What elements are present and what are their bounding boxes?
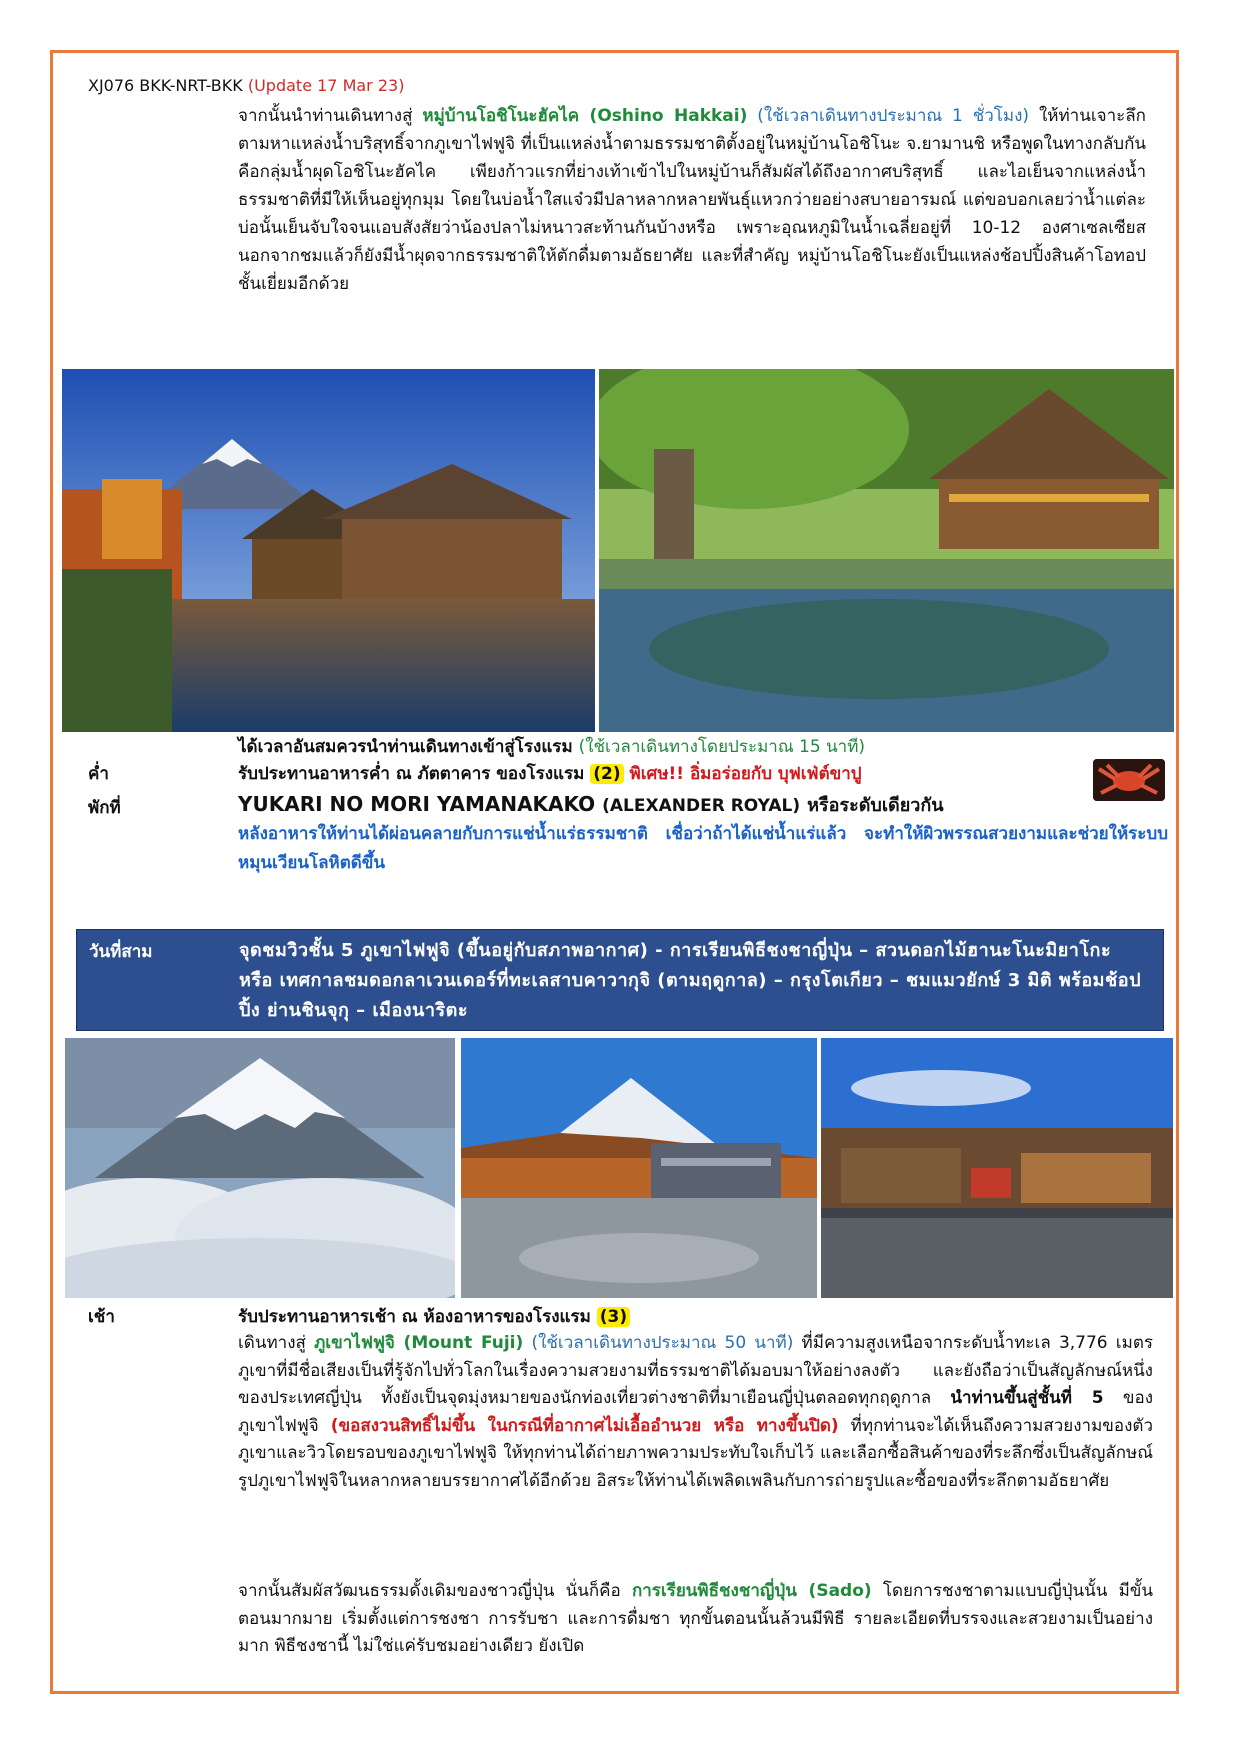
stay-row: YUKARI NO MORI YAMANAKAKO (ALEXANDER ROYAL) หรือระดับเดียวกัน	[238, 792, 944, 816]
fuji-clouds-photo	[65, 1038, 455, 1298]
oshino-photo-left	[62, 369, 595, 732]
fuji-warning: (ขอสงวนสิทธิ์ไม่ขึ้น ในกรณีที่อากาศไม่เอื้ออำนวย หรือ ทางขึ้นปิด)	[330, 1415, 839, 1436]
fuji-paragraph: เดินทางสู่ ภูเขาไฟฟูจิ (Mount Fuji) (ใช้เวลาเดินทางประมาณ 50 นาที) ที่มีความสูงเหนือจากระดับน้ำทะเล 3,776 เมตร ภูเขาที่มีชื่อเสียงเป็นที่รู้จักไปทั่วโลกในเรื่องความสวยงามที่ธรรมชาติได้มอบมาให้อย่างลงตัว และยังถือว่าเป็นสัญลักษณ์หนึ่งของประเทศญี่ปุ่น ทั้งยังเป็นจุดมุ่งหมายของนักท่องเที่ยวต่างชาติที่มาเยือนญี่ปุ่นตลอดทุกฤดูกาล นำท่านขึ้นสู่ชั้นที่ 5 ของภูเขาไฟฟูจิ (ขอสงวนสิทธิ์ไม่ขึ้น ในกรณีที่อากาศไม่เอื้ออำนวย หรือ ทางขึ้นปิด) ที่ทุกท่านจะได้เห็นถึงความสวยงามของตัวภูเขาและวิวโดยรอบของภูเขาไฟฟูจิ ให้ทุกท่านได้ถ่ายภาพความประทับใจเก็บไว้ และเลือกซื้อสินค้าของที่ระลึกซึ่งเป็นสัญลักษณ์รูปภูเขาไฟฟูจิในหลากหลายบรรยากาศได้อีกด้วย อิสระให้ท่านได้เพลิดเพลินกับการถ่ายรูปและซื้อของที่ระลึกตามอัธยาศัย	[238, 1333, 1153, 1491]
oshino-duration: (ใช้เวลาเดินทางประมาณ 1 ชั่วโมง)	[757, 106, 1030, 126]
oshino-photo-right	[599, 369, 1174, 732]
transfer-duration: (ใช้เวลาเดินทางโดยประมาณ 15 นาที)	[578, 737, 866, 757]
breakfast-meal-number: (3)	[597, 1307, 630, 1327]
crab-photo	[1093, 759, 1165, 801]
hotel-alt: (ALEXANDER ROYAL)	[602, 796, 801, 816]
fuji-station-photo	[461, 1038, 817, 1298]
sado-place: การเรียนพิธีชงชาญี่ปุ่น (Sado)	[631, 1581, 872, 1601]
hotel-transfer: ได้เวลาอันสมควรนำท่านเดินทางเข้าสู่โรงแรม (ใช้เวลาเดินทางโดยประมาณ 15 นาที)	[238, 737, 866, 757]
dinner-meal-number: (2)	[590, 764, 623, 784]
fuji-duration: (ใช้เวลาเดินทางประมาณ 50 นาที)	[531, 1333, 794, 1353]
dinner-label: ค่ำ	[88, 764, 109, 784]
day3-label: วันที่สาม	[89, 942, 153, 962]
oshino-place: หมู่บ้านโอชิโนะฮัคไค (Oshino Hakkai)	[422, 106, 748, 126]
day3-title: จุดชมวิวชั้น 5 ภูเขาไฟฟูจิ (ขึ้นอยู่กับสภาพอากาศ) - การเรียนพิธีชงชาญี่ปุ่น – สวนดอกไม้ฮานะโนะมิยาโกะ หรือ เทศกาลชมดอกลาเวนเดอร์ที่ทะเลสาบคาวากุจิ (ตามฤดูกาล) – กรุงโตเกียว – ชมแมวยักษ์ 3 มิติ พร้อมช้อปปิ้ง ย่านชินจุกุ – เมืองนาริตะ	[239, 940, 1141, 1021]
breakfast-row: รับประทานอาหารเช้า ณ ห้องอาหารของโรงแรม (3)	[238, 1303, 630, 1330]
breakfast-label: เช้า	[88, 1307, 115, 1327]
stay-label: พักที่	[88, 798, 121, 818]
sado-paragraph: จากนั้นสัมผัสวัฒนธรรมดั้งเดิมของชาวญี่ปุ่น นั่นก็คือ การเรียนพิธีชงชาญี่ปุ่น (Sado) โดยการชงชาตามแบบญี่ปุ่นนั้น มีขั้นตอนมากมาย เริ่มตั้งแต่การชงชา การรับชา และการดื่มชา ทุกขั้นตอนนั้นล้วนมีพิธี รายละเอียดที่บรรจงและสวยงามเป็นอย่างมาก พิธีชงชานี้ ไม่ใช่แค่รับชมอย่างเดียว ยังเปิด	[238, 1581, 1154, 1656]
day3-banner	[76, 929, 1164, 1031]
document-header	[88, 76, 404, 95]
onsen-note: หลังอาหารให้ท่านได้ผ่อนคลายกับการแช่น้ำแร่ธรรมชาติ เชื่อว่าถ้าได้แช่น้ำแร่แล้ว จะทำให้ผิวพรรณสวยงามและช่วยให้ระบบหมุนเวียนโลหิตดีขึ้น	[238, 824, 1168, 873]
update-date: (Update 17 Mar 23)	[247, 76, 405, 95]
fuji-place: ภูเขาไฟฟูจิ (Mount Fuji)	[314, 1333, 524, 1353]
hotel-name: YUKARI NO MORI YAMANAKAKO	[238, 792, 596, 816]
dinner-row: รับประทานอาหารค่ำ ณ ภัตตาคาร ของโรงแรม (2) พิเศษ!! อิ่มอร่อยกับ บุฟเฟ่ต์ขาปู	[238, 764, 862, 784]
fuji-shops-photo	[821, 1038, 1173, 1298]
dinner-special: พิเศษ!! อิ่มอร่อยกับ บุฟเฟ่ต์ขาปู	[629, 764, 862, 784]
tour-code: XJ076 BKK-NRT-BKK	[88, 76, 243, 95]
oshino-paragraph: จากนั้นนำท่านเดินทางสู่ หมู่บ้านโอชิโนะฮัคไค (Oshino Hakkai) (ใช้เวลาเดินทางประมาณ 1 ชั่วโมง) ให้ท่านเจาะลึกตามหาแหล่งน้ำบริสุทธิ์จากภูเขาไฟฟูจิ ที่เป็นแหล่งน้ำตามธรรมชาติตั้งอยู่ในหมู่บ้านโอชิโนะ จ.ยามานชิ หรือพูดในทางกลับกันคือกลุ่มน้ำผุดโอชิโนะฮัคไค เพียงก้าวแรกที่ย่างเท้าเข้าไปในหมู่บ้านก็สัมผัสได้ถึงอากาศบริสุทธิ์ และไอเย็นจากแหล่งน้ำธรรมชาติที่มีให้เห็นอยู่ทุกมุม โดยในบ่อน้ำใสแจ๋วมีปลาหลากหลายพันธุ์แหวกว่ายอย่างสบายอารมณ์ แต่ขอบอกเลยว่าน้ำแต่ละบ่อนั้นเย็นจับใจจนแอบสังสัยว่าน้องปลาไม่หนาวสะท้านกันบ้างหรือ เพราะอุณหภูมิในน้ำเฉลี่ยอยู่ที่ 10-12 องศาเซลเซียสนอกจากชมแล้วก็ยังมีน้ำผุดจากธรรมชาติให้ตักดื่มตามอัธยาศัย และที่สำคัญ หมู่บ้านโอชิโนะยังเป็นแหล่งช้อปปิ้งสินค้าโอทอปชั้นเยี่ยมอีกด้วย	[238, 106, 1146, 294]
